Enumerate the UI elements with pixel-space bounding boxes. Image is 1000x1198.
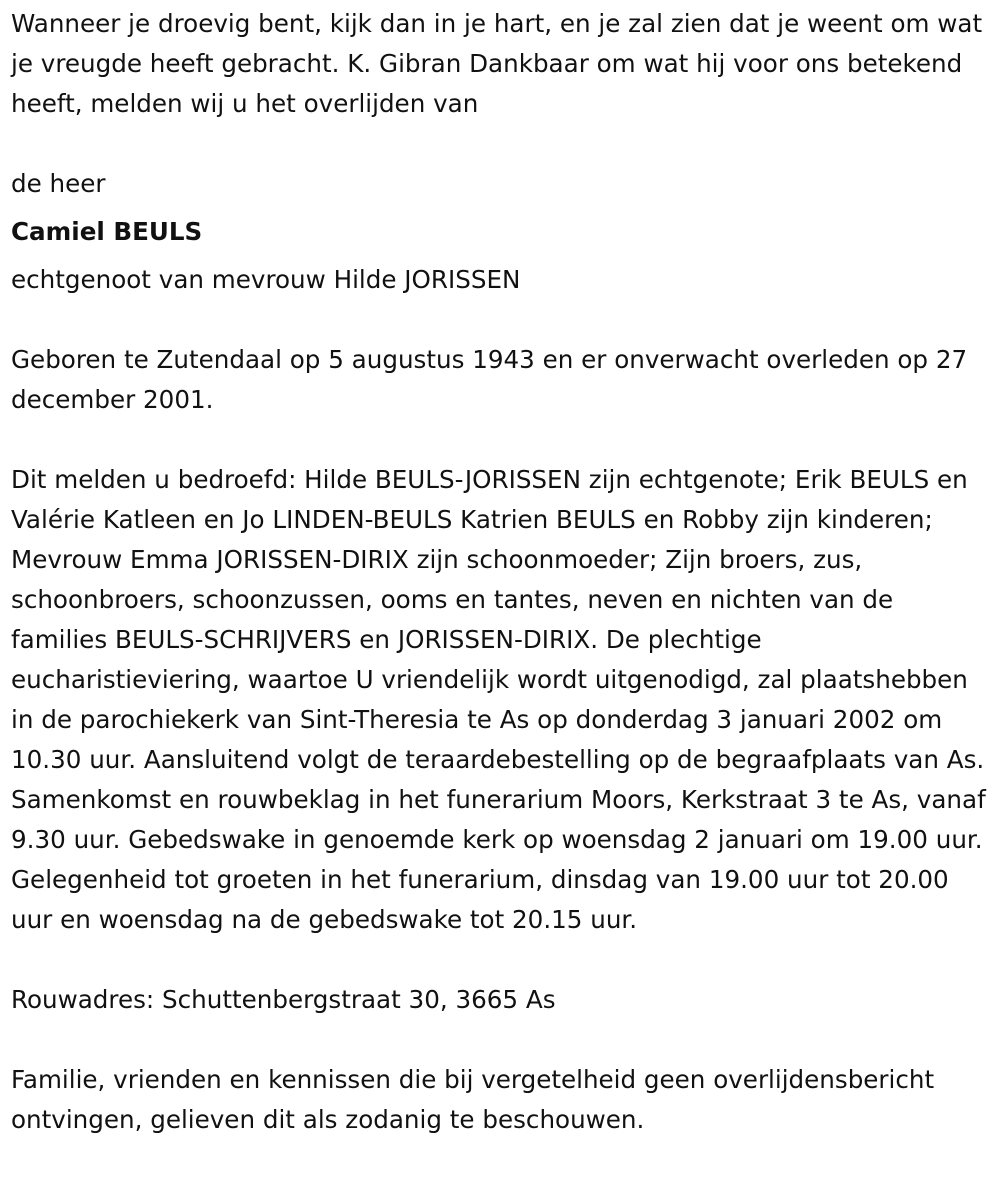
mourning-address: Rouwadres: Schuttenbergstraat 30, 3665 As xyxy=(11,985,556,1014)
announcement-paragraph: Dit melden u bedroefd: Hilde BEULS-JORISSEN zijn echtgenote; Erik BEULS en Valérie Katleen en Jo LINDEN-BEULS Katrien BEULS en Robby zijn kinderen; Mevrouw Emma JORISSEN-DIRIX zijn schoonmoeder; Zijn broers, zus, schoonbroers, schoonzussen, ooms en tantes, neven en nichten van de families BEULS-SCHRIJVERS en JORISSEN-DIRIX. De plechtige eucharistieviering, waartoe U vriendelijk wordt uitgenodigd, zal plaatshebben in de parochiekerk van Sint-Theresia te As op donderdag 3 januari 2002 om 10.30 uur. Aansluitend volgt de teraardebestelling op de begraafplaats van As. Samenkomst en rouwbeklag in het funerarium Moors, Kerkstraat 3 te As, vanaf 9.30 uur. Gebedswake in genoemde kerk op woensdag 2 januari om 19.00 uur. Gelegenheid tot groeten in het funerarium, dinsdag van 19.00 uur tot 20.00 uur en woensdag na de gebedswake tot 20.15 uur. xyxy=(11,465,986,934)
birth-death-paragraph: Geboren te Zutendaal op 5 augustus 1943 en er onverwacht overleden op 27 december 2001. xyxy=(11,345,968,414)
deceased-name: Camiel BEULS xyxy=(11,217,203,246)
spacer xyxy=(11,124,990,164)
spacer xyxy=(11,1020,990,1060)
closing-paragraph: Familie, vrienden en kennissen die bij vergetelheid geen overlijdensbericht ontvingen, gelieven dit als zodanig te beschouwen. xyxy=(11,1065,935,1134)
intro-paragraph: Wanneer je droevig bent, kijk dan in je hart, en je zal zien dat je weent om wat je vreugde heeft gebracht. K. Gibran Dankbaar om wat hij voor ons betekend heeft, melden wij u het overlijden van xyxy=(11,9,983,118)
spacer xyxy=(11,300,990,340)
spouse-line: echtgenoot van mevrouw Hilde JORISSEN xyxy=(11,265,521,294)
spacer xyxy=(11,940,990,980)
salutation: de heer xyxy=(11,169,106,198)
spacer xyxy=(11,420,990,460)
